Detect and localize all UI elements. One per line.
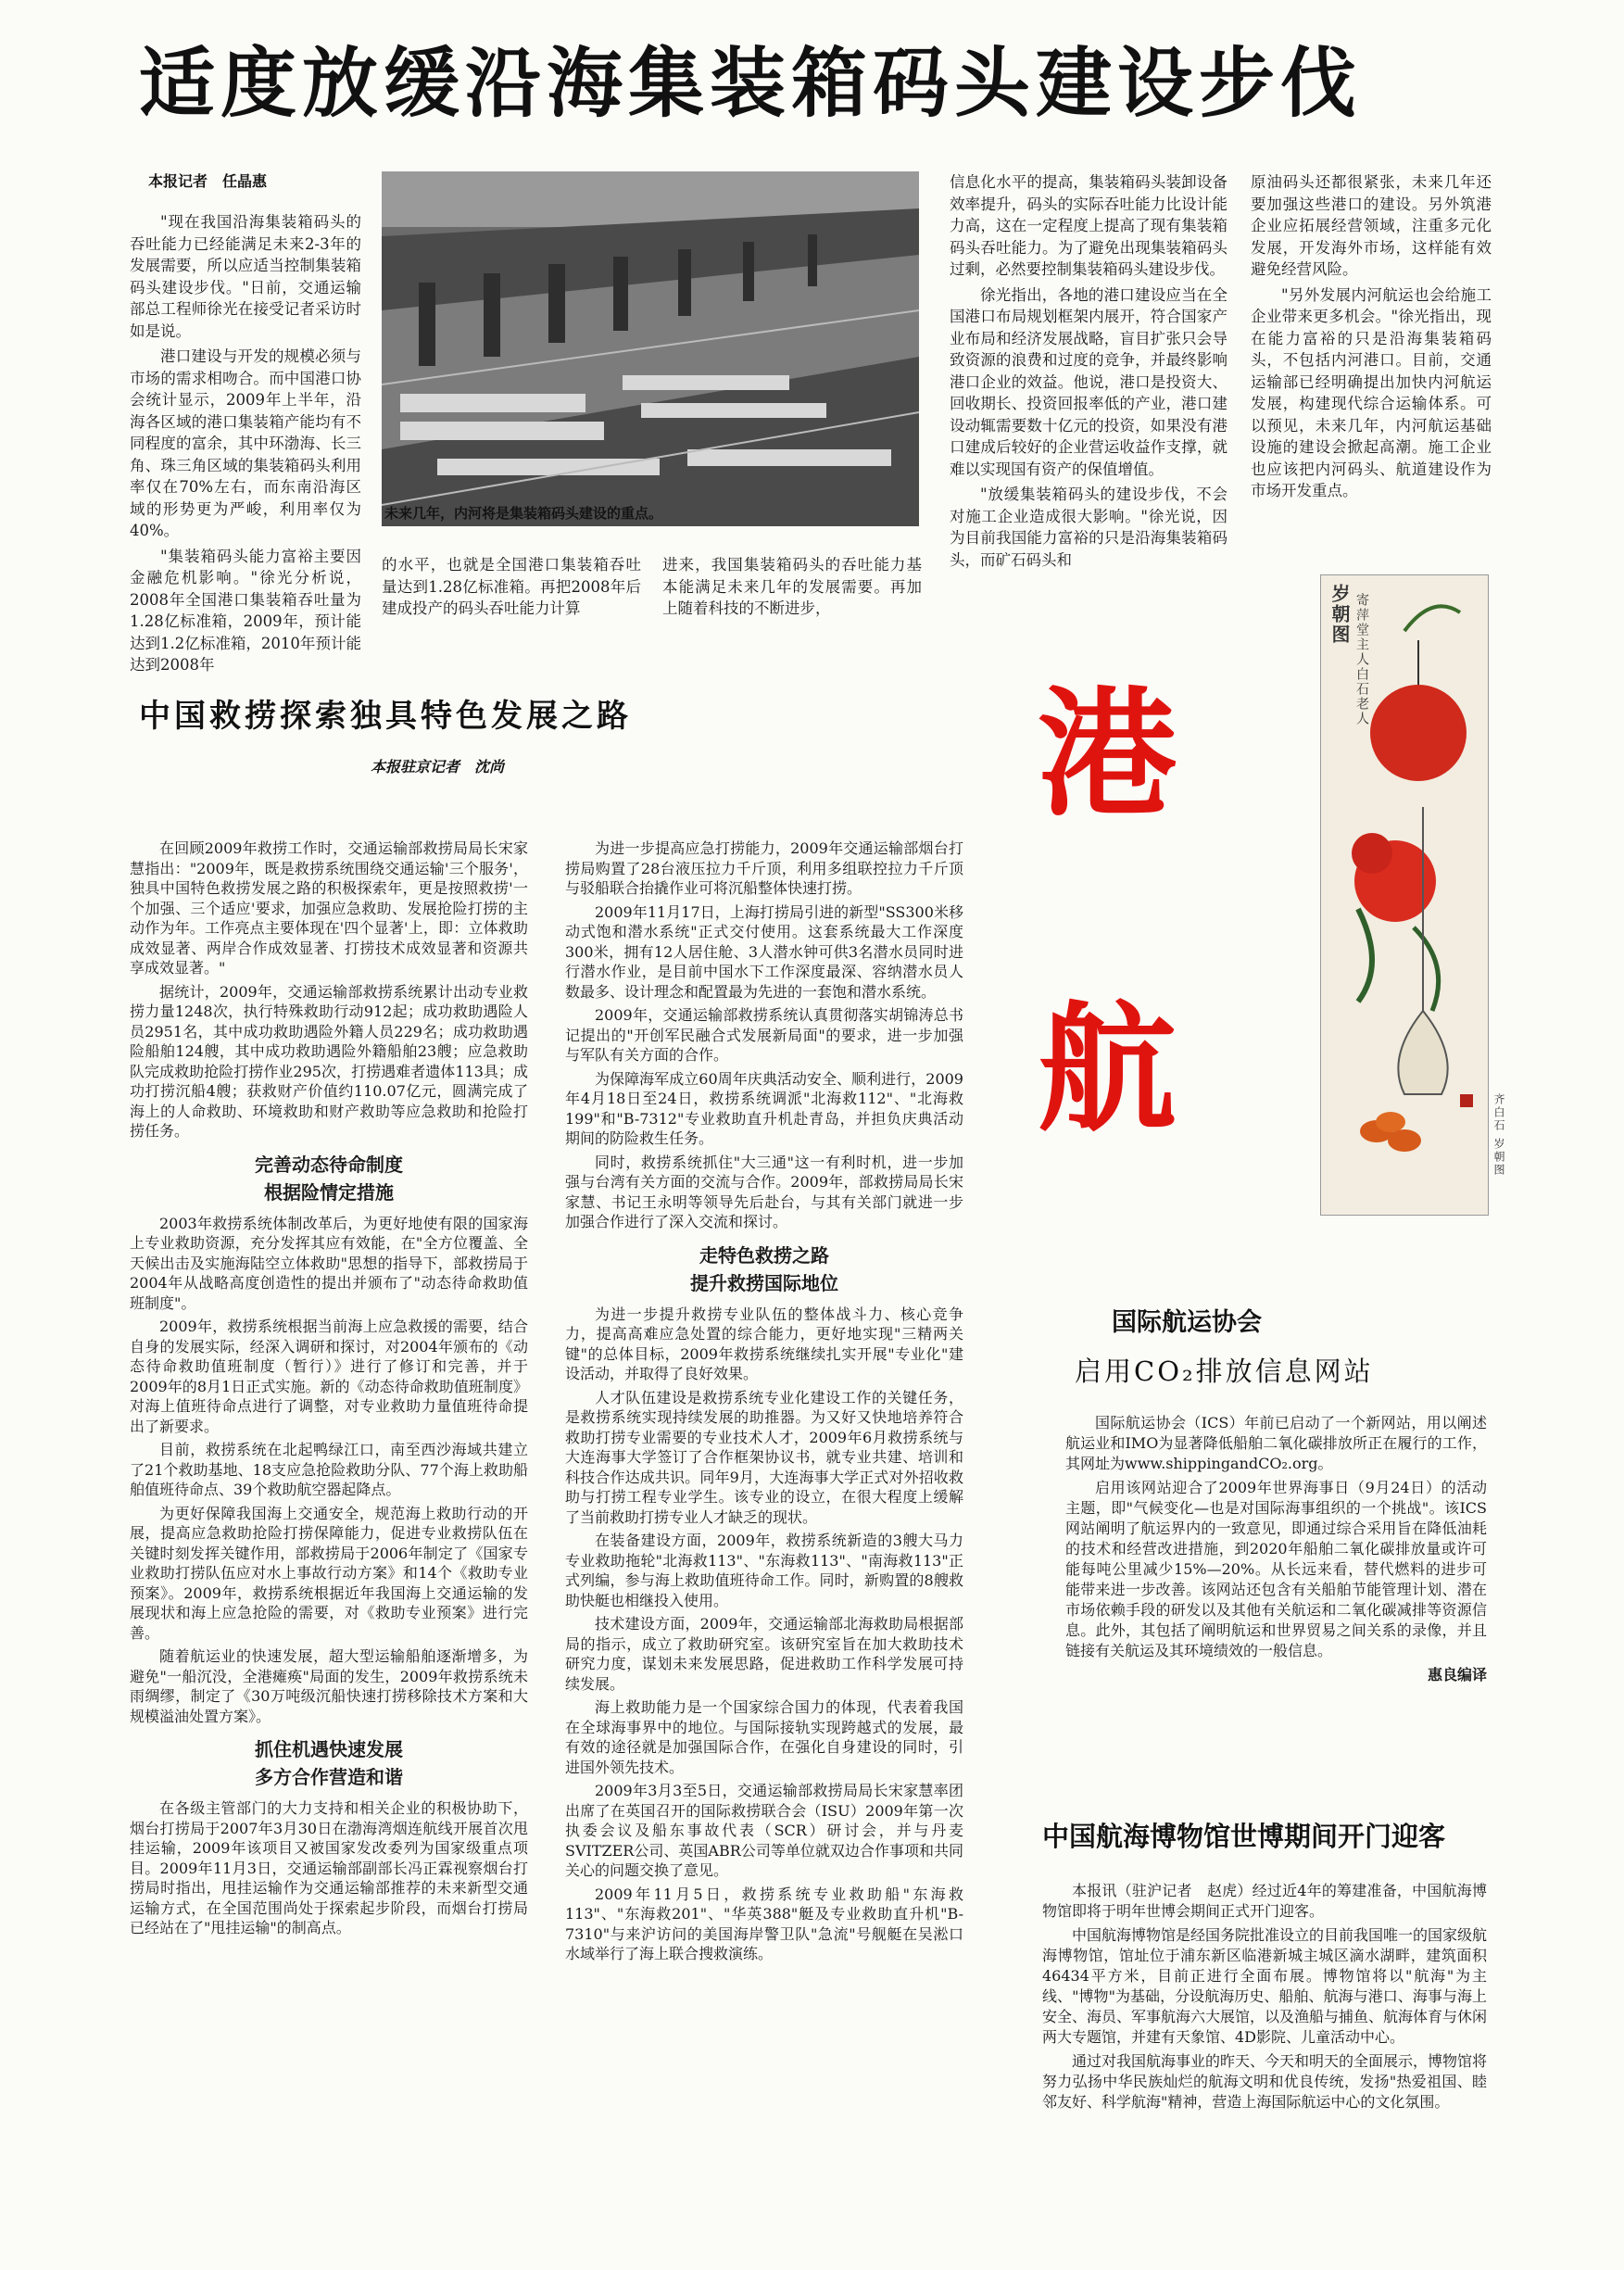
paragraph: 为更好保障我国海上交通安全，规范海上救助行动的开展，提高应急救助抢险打捞保障能力，促进专业救捞队伍在关键时刻发挥关键作用，部救捞局于2006年制定了《国家专业救助打捞队伍应对水上事故行动方案》和14个《救助专业预案》。2009年，救捞系统根据近年我国海上交通运输的发展现状和海上应急抢险的需要，对《救助专业预案》进行完善。 (130, 1504, 528, 1642)
port-photo (382, 171, 919, 526)
article-column (1042, 1881, 1487, 2116)
paragraph: 2009年，交通运输部救捞系统认真贯彻落实胡锦涛总书记提出的"开创军民融合式发展新局面"的要求，进一步加强与军队有关方面的合作。 (565, 1006, 963, 1064)
byline: 本报记者 任晶惠 (148, 172, 268, 190)
paragraph: 2009年，救捞系统根据当前海上应急救援的需要，结合自身的发展实际，经深入调研和探讨，对2004年颁布的《动态待命救助值班制度（暂行）》进行了修订和完善，并于2009年的8月1日正式实施。新的《动态待命救助值班制度》对海上值班待命点进行了调整，对专业救助力量值班待命提出了新要求。 (130, 1318, 528, 1435)
article-column (130, 839, 528, 1942)
paragraph: "放缓集装箱码头的建设步伐，不会对施工企业造成很大影响。"徐光说，因为目前我国能力富裕的只是沿海集装箱码头，而矿石码头和 (950, 486, 1227, 569)
subheading: 抓住机遇快速发展 多方合作营造和谐 (255, 1738, 403, 1788)
article-column (565, 839, 963, 1968)
painting-title: 岁朝图 (1328, 584, 1351, 645)
paragraph: 同时，救捞系统抓住"大三通"这一有利时机，进一步加强与台湾有关方面的交流与合作。2009年，部救捞局局长宋家慧、书记王永明等领导先后赴台，与其有关部门就进一步加强合作进行了深入交流和探讨。 (565, 1153, 963, 1230)
paragraph: 的水平，也就是全国港口集装箱吞吐量达到1.28亿标准箱。再把2008年后建成投产的码头吞吐能力计算 (382, 556, 641, 617)
paragraph: 国际航运协会（ICS）年前已启动了一个新网站，用以阐述航运业和IMO为显著降低船舶二氧化碳排放所正在履行的工作，其网址为www.shippingandCO₂.org。 (1065, 1414, 1487, 1472)
subheading: 走特色救捞之路 提升救捞国际地位 (690, 1243, 838, 1294)
headline-container-terminal: 适度放缓沿海集装箱码头建设步伐 (139, 39, 1363, 128)
paragraph: 在各级主管部门的大力支持和相关企业的积极协助下，烟台打捞局于2007年3月30日在渤海湾烟连航线开展首次甩挂运输，2009年该项目又被国家发改委列为国家级重点项目。2009年11月3日，交通运输部副部长冯正霖视察烟台打捞局时指出，甩挂运输作为交通运输部推荐的未来新型交通运输方式，在全国范围尚处于探索起步阶段，而烟台打捞局已经站在了"甩挂运输"的制高点。 (130, 1799, 528, 1936)
author-sign: 惠良编译 (1427, 1666, 1487, 1684)
paragraph: "另外发展内河航运也会给施工企业带来更多机会。"徐光指出，现在能力富裕的只是沿海集装箱码头，不包括内河港口。目前，交通运输部已经明确提出加快内河航运发展，构建现代综合运输体系。可以预见，未来几年，内河航运基础设施的建设会掀起高潮。施工企业也应该把内河码头、航道建设作为市场开发重点。 (1251, 285, 1492, 499)
paragraph: "集装箱码头能力富裕主要因金融危机影响。"徐光分析说，2008年全国港口集装箱吞吐量为1.28亿标准箱，2009年，预计能达到1.2亿标准箱，2010年预计能达到2008年 (130, 547, 361, 674)
section-title-hang: 航 (1038, 990, 1177, 1151)
ics-headline: 启用CO₂排放信息网站 (1075, 1356, 1374, 1387)
paragraph: 通过对我国航海事业的昨天、今天和明天的全面展示，博物馆将努力弘扬中华民族灿烂的航海文明和优良传统，发扬"热爱祖国、睦邻友好、科学航海"精神，营造上海国际航运中心的文化氛围。 (1042, 2052, 1488, 2111)
paragraph: 信息化水平的提高，集装箱码头装卸设备效率提升，码头的实际吞吐能力比设计能力高，这在一定程度上提高了现有集装箱码头吞吐能力。为了避免出现集装箱码头过剩，必然要控制集装箱码头建设步伐。 (950, 173, 1227, 278)
paragraph: 为进一步提高应急打捞能力，2009年交通运输部烟台打捞局购置了28台液压拉力千斤顶，利用多组联控拉力千斤顶与驳船联合抬撬作业可将沉船整体快速打捞。 (565, 839, 963, 897)
article-column (662, 554, 922, 624)
paragraph: 徐光指出，各地的港口建设应当在全国港口布局规划框架内展开，符合国家产业布局和经济发展战略，盲目扩张只会导致资源的浪费和过度的竞争，并最终影响港口企业的效益。他说，港口是投资大、回收期长、投资回报率低的产业，港口建设动辄需要数十亿元的投资，如果没有港口建成后较好的企业营运收益作支撑，就难以实现国有资产的保值增值。 (950, 285, 1227, 478)
paragraph: 原油码头还都很紧张，未来几年还要加强这些港口的建设。另外筑港企业应拓展经营领域，注重多元化发展，开发海外市场，这样能有效避免经营风险。 (1251, 173, 1492, 278)
paragraph: 技术建设方面，2009年，交通运输部北海救助局根据部局的指示，成立了救助研究室。该研究室旨在加大救助技术研究力度，谋划未来发展思路，促进救助工作科学发展可持续发展。 (565, 1615, 963, 1693)
article-column (950, 171, 1227, 574)
subheading: 完善动态待命制度 根据险情定措施 (255, 1153, 403, 1204)
painting-inscription: 寄萍堂主人白石老人 (1354, 593, 1369, 726)
article-column (1065, 1413, 1487, 1685)
paragraph: 在回顾2009年救捞工作时，交通运输部救捞局局长宋家慧指出："2009年，既是救捞系统围绕交通运输'三个服务'，独具中国特色救捞发展之路的积极探索年，更是按照救捞'一个加强、三个适应'要求，加强应急救助、发展抢险打捞的主动作为年。工作亮点主要体现在'四个显著'上，即：立体救助成效显著、两岸合作成效显著、打捞技术成效显著和资源共享成效显著。" (130, 839, 528, 977)
container-port-image (382, 171, 919, 526)
paragraph: 海上救助能力是一个国家综合国力的体现，代表着我国在全球海事界中的地位。与国际接轨实现跨越式的发展，最有效的途径就是加强国际合作，在强化自身建设的同时，引进国外领先技术。 (565, 1698, 963, 1776)
paragraph: 目前，救捞系统在北起鸭绿江口，南至西沙海域共建立了21个救助基地、18支应急抢险救助分队、77个海上救助船舶值班待命点、39个救助航空器起降点。 (130, 1441, 528, 1498)
byline: 本报驻京记者 沈尚 (371, 758, 505, 776)
paragraph: 进来，我国集装箱码头的吞吐能力基本能满足未来几年的发展需要。再加上随着科技的不断进步， (662, 556, 922, 617)
paragraph: 港口建设与开发的规模必须与市场的需求相吻合。而中国港口协会统计显示，2009年上半年，沿海各区域的港口集装箱产能均有不同程度的富余，其中环渤海、长三角、珠三角区域的集装箱码头利用率仅在70%左右，而东南沿海区域的形势更为严峻，利用率仅为40%。 (130, 347, 361, 539)
paragraph: 为保障海军成立60周年庆典活动安全、顺利进行，2009年4月18日至24日，救捞系统调派"北海救112"、"北海救199"和"B-7312"专业救助直升机赴青岛，并担负庆典活动期间的防险救生任务。 (565, 1069, 963, 1147)
museum-headline: 中国航海博物馆世博期间开门迎客 (1042, 1821, 1446, 1852)
ics-org: 国际航运协会 (1112, 1308, 1262, 1337)
paragraph: 人才队伍建设是救捞系统专业化建设工作的关键任务，是救捞系统实现持续发展的助推器。为又好又快地培养符合救助打捞专业需要的专业技术人才，2009年6月救捞系统与大连海事大学签订了合作框架协议书，就专业共建、培训和科技合作达成共识。同年9月，大连海事大学正式对外招收救助与打捞工程专业学生。该专业的设立，在很大程度上缓解了当前救助打捞专业人才缺乏的现状。 (565, 1388, 963, 1526)
paragraph: 中国航海博物馆是经国务院批准设立的目前我国唯一的国家级航海博物馆，馆址位于浦东新区临港新城主城区滴水湖畔，建筑面积46434平方米，目前正进行全面布展。博物馆将以"航海"为主线、"博物"为基础，分设航海历史、船舶、航海与港口、海事与海上安全、海员、军事航海六大展馆，以及渔船与捕鱼、航海体育与休闲两大专题馆，并建有天象馆、4D影院、儿童活动中心。 (1042, 1926, 1488, 2046)
paragraph: 为进一步提升救捞专业队伍的整体战斗力、核心竞争力，提高高难应急处置的综合能力，更好地实现"三精两关键"的总体目标，2009年救捞系统继续扎实开展"专业化"建设活动，并取得了良好效果。 (565, 1305, 963, 1382)
paragraph: 在装备建设方面，2009年，救捞系统新造的3艘大马力专业救助拖轮"北海救113"、"东海救113"、"南海救113"正式列编，参与海上救助值班待命工作。同时，新购置的8艘救助快艇也相继投入使用。 (565, 1532, 963, 1609)
paragraph: "现在我国沿海集装箱码头的吞吐能力已经能满足未来2-3年的发展需要，所以应适当控制集装箱码头建设步伐。"日前，交通运输部总工程师徐光在接受记者采访时如是说。 (130, 213, 361, 340)
paragraph: 2003年救捞系统体制改革后，为更好地使有限的国家海上专业救助资源，充分发挥其应有效能，在"全方位覆盖、全天候出击及实施海陆空立体救助"思想的指导下，部救捞局于2004年从战略高度创造性的提出并颁布了"动态待命救助值班制度"。 (130, 1214, 528, 1312)
painting-image (1321, 575, 1488, 1215)
painting (1320, 574, 1489, 1216)
paragraph: 2009年11月17日，上海打捞局引进的新型"SS300米移动式饱和潜水系统"正式交付使用。这套系统最大工作深度300米，拥有12人居住舱、3人潜水钟可供3名潜水员同时进行潜水作业，是目前中国水下工作深度最深、容纳潜水员人数最多、设计理念和配置最为先进的一套饱和潜水系统。 (565, 902, 963, 1001)
paragraph: 2009年11月5日，救捞系统专业救助船"东海救113"、"东海救201"、"华英388"艇及专业救助直升机"B-7310"与来沪访问的美国海岸警卫队"急流"号舰艇在吴淞口水域举行了海上联合搜救演练。 (565, 1885, 963, 1962)
paragraph: 据统计，2009年，交通运输部救捞系统累计出动专业救捞力量1248次，执行特殊救助行动912起；成功救助遇险人员2951名，其中成功救助遇险外籍人员229名；成功救助遇险船舶124艘，其中成功救助遇险外籍船舶23艘；应急救助队完成救助抢险打捞作业295次，打捞遇难者遗体113具；成功打捞沉船4艘；获救财产价值约110.07亿元，圆满完成了海上的人命救助、环境救助和财产救助等应急救助和抢险打捞任务。 (130, 982, 528, 1140)
article-column (1251, 171, 1492, 506)
paragraph: 启用该网站迎合了2009年世界海事日（9月24日）的活动主题，即"气候变化—也是对国际海事组织的一个挑战"。该ICS网站阐明了航运界内的一致意见，即通过综合采用旨在降低油耗的技术和经营改进措施，到2020年船舶二氧化碳排放量或许可能每吨公里减少15%—20%。从长远来看，替代燃料的进步可能带来进一步改善。该网站还包含有关船舶节能管理计划、潜在市场依赖手段的研发以及其他有关航运和二氧化碳减排等资源信息。此外，其包括了阐明航运和世界贸易之间关系的录像，并且链接有关航运及其环境绩效的一般信息。 (1065, 1479, 1487, 1659)
painting-signature: 齐白石 岁朝图 (1492, 1093, 1505, 1177)
section-title-gang: 港 (1038, 675, 1177, 836)
paragraph: 随着航运业的快速发展，超大型运输船舶逐渐增多，为避免"一船沉没，全港瘫痪"局面的发生，2009年救捞系统未雨绸缪，制定了《30万吨级沉船快速打捞移除技术方案和大规模溢油处置方案》。 (130, 1647, 528, 1725)
headline-salvage: 中国救捞探索独具特色发展之路 (139, 698, 632, 735)
article-column (382, 554, 641, 624)
paragraph: 本报讯（驻沪记者 赵虎）经过近4年的筹建准备，中国航海博物馆即将于明年世博会期间正式开门迎客。 (1042, 1882, 1487, 1920)
paragraph: 2009年3月3至5日，交通运输部救捞局局长宋家慧率团出席了在英国召开的国际救捞联合会（ISU）2009年第一次执委会议及船东事故代表（SCR）研讨会，并与丹麦SVITZER公司、英国ABR公司等单位就双边合作事项和共同关心的问题交换了意见。 (565, 1782, 963, 1879)
photo-caption: 未来几年，内河将是集装箱码头建设的重点。 (384, 505, 663, 522)
article-column (130, 211, 361, 680)
